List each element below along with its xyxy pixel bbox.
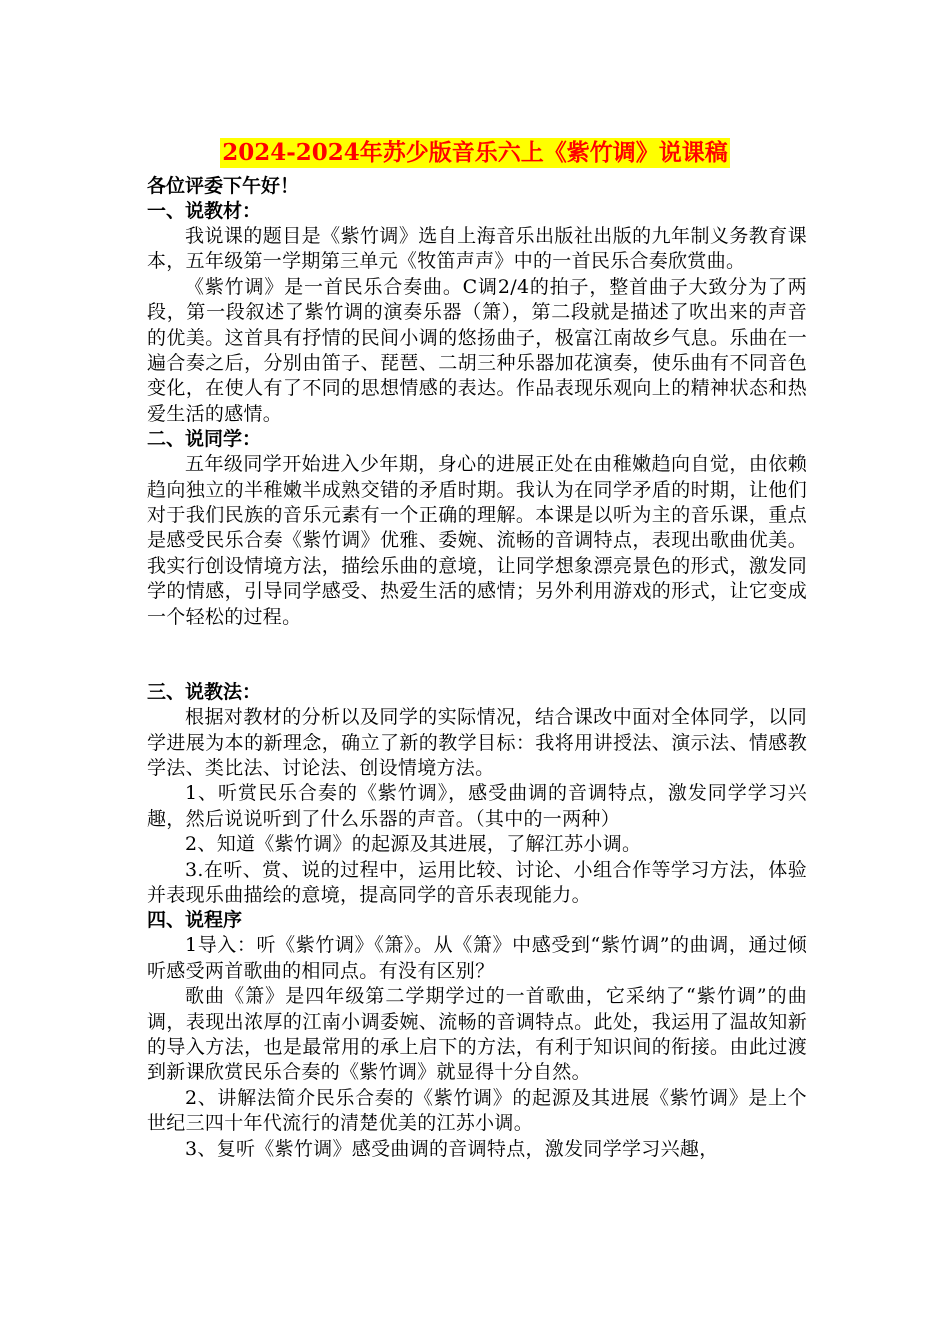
section-heading: 四、说程序 <box>147 909 243 932</box>
list-item: 1导入：听《紫竹调》《箫》。从《箫》中感受到“紫竹调”的曲调，通过倾听感受两首歌曲的相同点。有没有区别？ <box>147 934 807 982</box>
section-procedure <box>147 908 807 1162</box>
section-methods <box>147 680 807 908</box>
section-heading: 二、说同学： <box>147 428 262 451</box>
paragraph: 《紫竹调》是一首民乐合奏曲。C调2/4的拍子，整首曲子大致分为了两段，第一段叙述了紫竹调的演奏乐器（箫），第二段就是描述了吹出来的声音的优美。这首具有抒情的民间小调的悠扬曲子，极富江南故乡气息。乐曲在一遍合奏之后，分别由笛子、琵琶、二胡三种乐器加花演奏，使乐曲有不同音色变化，在使人有了不同的思想情感的表达。作品表现乐观向上的精神状态和热爱生活的感情。 <box>147 275 807 425</box>
list-item: 3、复听《紫竹调》感受曲调的音调特点，激发同学学习兴趣， <box>185 1137 719 1160</box>
document-body <box>147 174 807 1162</box>
title-wrapper <box>0 138 950 168</box>
section-heading: 三、说教法： <box>147 681 262 704</box>
section-textbook <box>147 199 807 427</box>
paragraph: 根据对教材的分析以及同学的实际情况，结合课改中面对全体同学，以同学进展为本的新理念，确立了新的教学目标：我将用讲授法、演示法、情感教学法、类比法、讨论法、创设情境方法。 <box>147 706 807 779</box>
list-item: 2、讲解法简介民乐合奏的《紫竹调》的起源及其进展《紫竹调》是上个世纪三四十年代流行的清楚优美的江苏小调。 <box>147 1086 807 1135</box>
paragraph: 五年级同学开始进入少年期，身心的进展正处在由稚嫩趋向自觉，由依赖趋向独立的半稚嫩半成熟交错的矛盾时期。我认为在同学矛盾的时期，让他们对于我们民族的音乐元素有一个正确的理解。本课是以听为主的音乐课，重点是感受民乐合奏《紫竹调》优雅、委婉、流畅的音调特点，表现出歌曲优美。我实行创设情境方法，描绘乐曲的意境，让同学想象漂亮景色的形式，激发同学的情感，引导同学感受、热爱生活的感情；另外利用游戏的形式，让它变成一个轻松的过程。 <box>147 453 807 628</box>
section-heading: 一、说教材： <box>147 200 262 222</box>
list-item: 3.在听、赏、说的过程中，运用比较、讨论、小组合作等学习方法，体验并表现乐曲描绘的意境，提高同学的音乐表现能力。 <box>147 858 807 906</box>
document-title: 2024-2024年苏少版音乐六上《紫竹调》说课稿 <box>222 139 728 166</box>
paragraph: 我说课的题目是《紫竹调》选自上海音乐出版社出版的九年制义务教育课本，五年级第一学期第三单元《牧笛声声》中的一首民乐合奏欣赏曲。 <box>147 225 807 273</box>
blank-space <box>147 630 807 680</box>
greeting: 各位评委下午好！ <box>147 175 300 197</box>
list-item: 1、听赏民乐合奏的《紫竹调》，感受曲调的音调特点，激发同学学习兴趣，然后说说听到了什么乐器的声音。（其中的一两种） <box>147 782 807 830</box>
list-item: 2、知道《紫竹调》的起源及其进展，了解江苏小调。 <box>185 833 642 856</box>
paragraph: 歌曲《箫》是四年级第二学期学过的一首歌曲，它采纳了“紫竹调”的曲调，表现出浓厚的江南小调委婉、流畅的音调特点。此处，我运用了温故知新的导入方法，也是最常用的承上启下的方法，有利于知识间的衔接。由此过渡到新课欣赏民乐合奏的《紫竹调》就显得十分自然。 <box>147 985 807 1084</box>
section-students <box>147 427 807 630</box>
